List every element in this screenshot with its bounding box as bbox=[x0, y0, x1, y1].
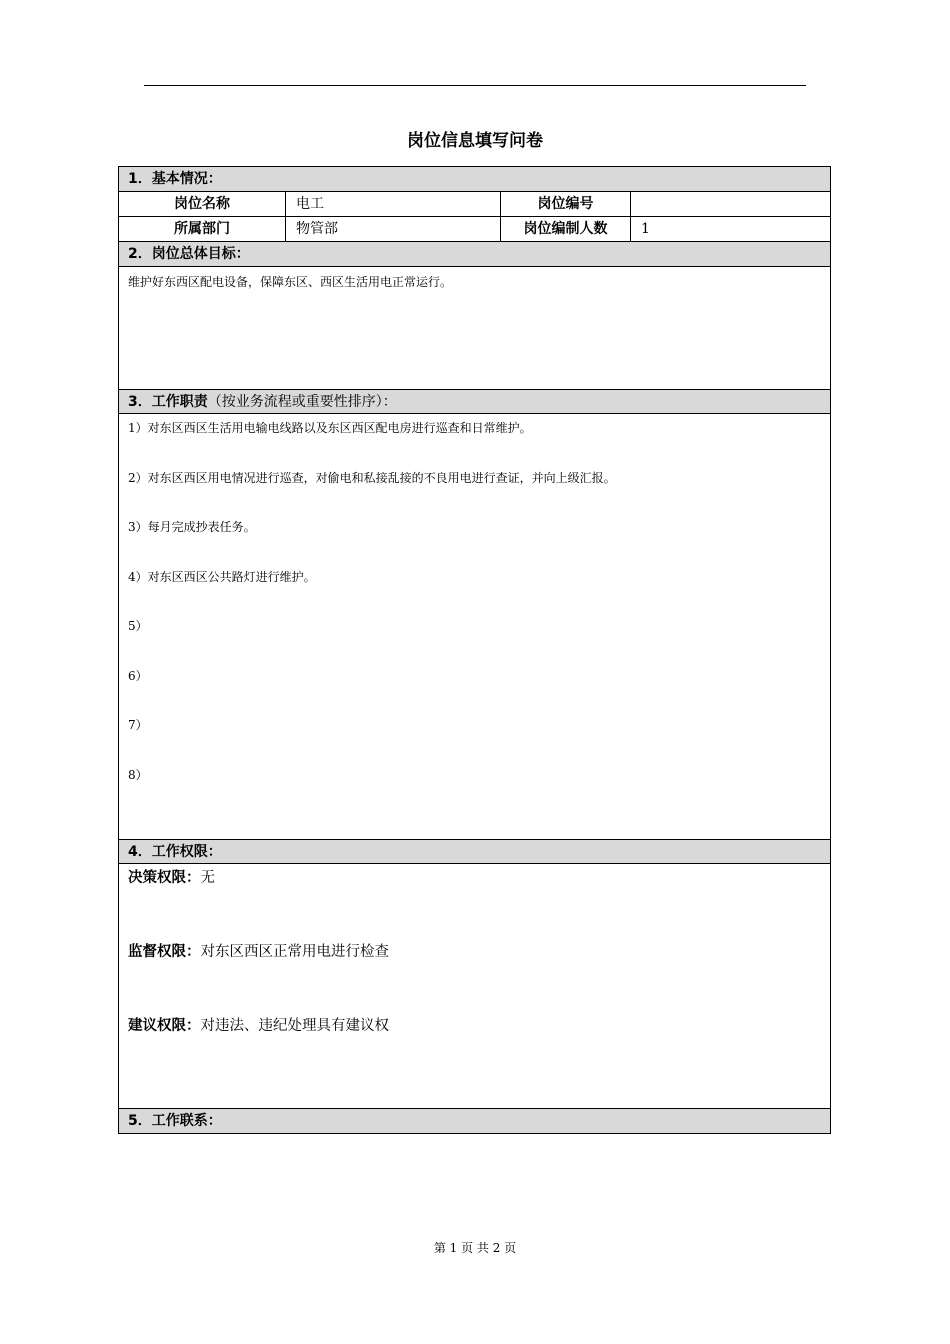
authority-item-suggestion bbox=[128, 1018, 821, 1092]
section-basic-info-heading: 1．基本情况： bbox=[119, 167, 830, 192]
duty-item: 3）每月完成抄表任务。 bbox=[128, 520, 256, 534]
duty-item: 2）对东区西区用电情况进行巡查，对偷电和私接乱接的不良用电进行查证，并向上级汇报。 bbox=[128, 470, 616, 485]
duty-item: 8） bbox=[128, 767, 148, 782]
headcount-value: 1 bbox=[641, 221, 650, 237]
section-goal-heading: 2．岗位总体目标： bbox=[119, 242, 830, 267]
section-authority-heading: 4．工作权限： bbox=[119, 839, 830, 864]
section-contacts-heading: 5．工作联系： bbox=[119, 1108, 830, 1133]
duty-item: 7） bbox=[128, 718, 148, 732]
duties-heading-note: （按业务流程或重要性排序）： bbox=[207, 394, 397, 410]
duty-item: 5） bbox=[128, 619, 148, 633]
authority-label: 建议权限： bbox=[128, 1018, 201, 1034]
duty-item: 1）对东区西区生活用电输电线路以及东区西区配电房进行巡查和日常维护。 bbox=[128, 421, 532, 435]
document-title: 岗位信息填写问卷 bbox=[407, 131, 543, 151]
position-name-label: 岗位名称 bbox=[119, 192, 286, 216]
info-row-1 bbox=[119, 192, 830, 217]
authority-item-decision bbox=[128, 870, 821, 944]
authority-item-supervision bbox=[128, 944, 821, 1018]
section-duties-heading bbox=[119, 389, 830, 414]
authority-label: 监督权限： bbox=[128, 944, 201, 960]
duty-item: 4）对东区西区公共路灯进行维护。 bbox=[128, 569, 316, 584]
department-value: 物管部 bbox=[286, 217, 501, 241]
position-code-value bbox=[631, 192, 830, 216]
authority-value: 对违法、违纪处理具有建议权 bbox=[200, 1018, 389, 1034]
goal-text: 维护好东西区配电设备，保障东区、西区生活用电正常运行。 bbox=[128, 275, 453, 289]
duties-heading-label: 3．工作职责 bbox=[128, 394, 208, 410]
authority-label: 决策权限： bbox=[128, 870, 201, 886]
authority-list bbox=[119, 864, 830, 1108]
headcount-label: 岗位编制人数 bbox=[501, 217, 631, 241]
position-name-value: 电工 bbox=[286, 192, 501, 216]
info-row-2 bbox=[119, 217, 830, 242]
position-code-label: 岗位编号 bbox=[501, 192, 631, 216]
duties-list bbox=[119, 414, 830, 839]
questionnaire-form bbox=[118, 166, 831, 1134]
authority-value: 对东区西区正常用电进行检查 bbox=[200, 944, 389, 960]
duty-item: 6） bbox=[128, 668, 148, 683]
authority-value: 无 bbox=[200, 870, 215, 886]
header-rule bbox=[144, 85, 806, 86]
page-footer: 第 1 页 共 2 页 bbox=[433, 1241, 517, 1255]
department-label: 所属部门 bbox=[119, 217, 286, 241]
